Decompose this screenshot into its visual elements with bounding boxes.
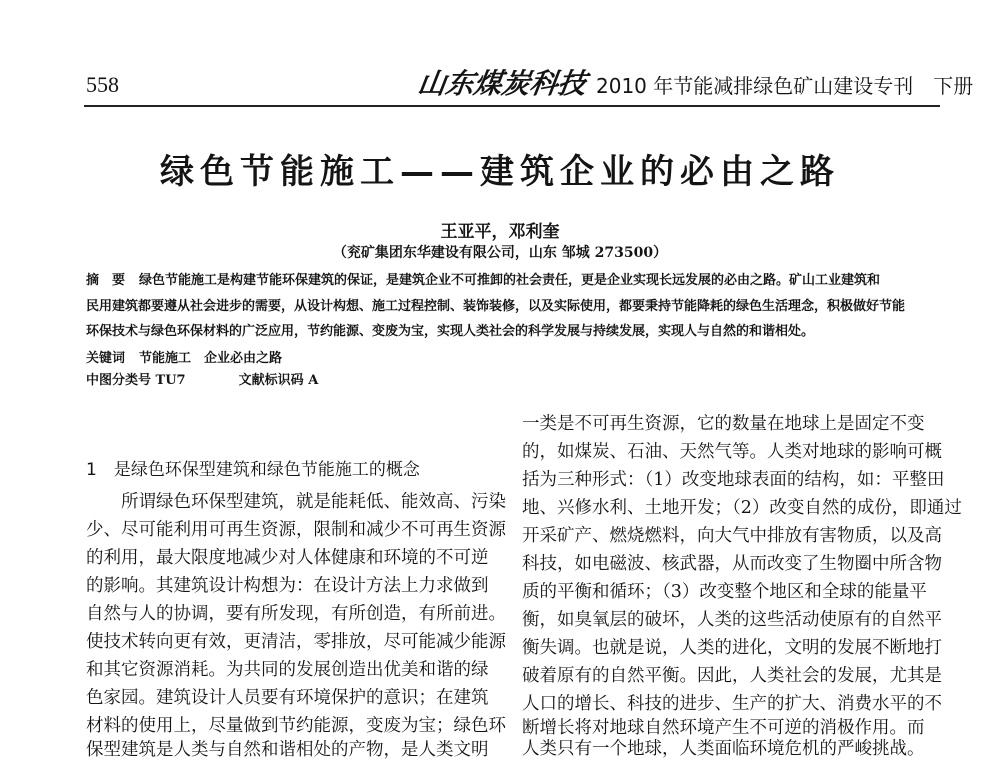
header-rule [84, 105, 940, 107]
document-code-value: A [308, 373, 319, 388]
body-line: 少、尽可能利用可再生资源，限制和减少不可再生资源 [86, 520, 506, 540]
body-line: 一类是不可再生资源，它的数量在地球上是固定不变 [522, 414, 925, 434]
body-line: 断增长将对地球自然环境产生不可逆的消极作用。而 [522, 718, 925, 738]
classification-label: 中图分类号 [86, 373, 152, 388]
abstract-text: 绿色节能施工是构建节能环保建筑的保证，是建筑企业不可推卸的社会责任，更是企业实现长远发展的必由之路。矿山工业建筑和 [139, 273, 881, 288]
body-line: 的，如煤炭、石油、天然气等。人类对地球的影响可概 [522, 442, 942, 462]
abstract-line [86, 271, 880, 291]
body-line: 破着原有的自然平衡。因此，人类社会的发展，尤其是 [522, 666, 942, 686]
body-line: 质的平衡和循环；（3）改变整个地区和全球的能量平 [522, 582, 927, 602]
body-line: 色家园。建筑设计人员要有环境保护的意识；在建筑 [86, 688, 489, 708]
body-line: 使技术转向更有效，更清洁，零排放，尽可能减少能源 [86, 632, 506, 652]
body-line: 人口的增长、科技的进步、生产的扩大、消费水平的不 [522, 694, 942, 714]
authors: 王亚平，邓利奎 [440, 222, 560, 242]
journal-name-logo: 山东煤炭科技 [415, 67, 589, 100]
body-line: 科技，如电磁波、核武器，从而改变了生物圈中所含物 [522, 554, 942, 574]
body-line: 衡，如臭氧层的破坏，人类的这些活动使原有的自然平 [522, 610, 942, 630]
body-line: 人类只有一个地球，人类面临环境危机的严峻挑战。 [522, 739, 925, 759]
abstract-line: 环保技术与绿色环保材料的广泛应用，节约能源、变废为宝，实现人类社会的科学发展与持续发展，实现人与自然的和谐相处。 [86, 324, 815, 339]
body-line: 和其它资源消耗。为共同的发展创造出优美和谐的绿 [86, 660, 489, 680]
classification [86, 371, 318, 391]
body-line: 所谓绿色环保型建筑，就是能耗低、能效高、污染 [86, 492, 506, 512]
body-line: 保型建筑是人类与自然和谐相处的产物，是人类文明 [86, 740, 489, 760]
issue-title: 2010 年节能减排绿色矿山建设专刊 下册 [596, 74, 974, 98]
keywords-value: 节能施工 企业必由之路 [139, 351, 283, 366]
page-number: 558 [86, 72, 119, 97]
keywords-label: 关键词 [86, 351, 126, 366]
classification-value: TU7 [155, 373, 186, 388]
affiliation: （兖矿集团东华建设有限公司，山东 邹城 273500） [332, 245, 668, 261]
body-line: 自然与人的协调，要有所发现，有所创造，有所前进。 [86, 604, 506, 624]
body-line: 地、兴修水利、土地开发；（2）改变自然的成份，即通过 [522, 498, 962, 518]
article-title: 绿色节能施工——建筑企业的必由之路 [160, 152, 840, 192]
body-line: 衡失调。也就是说，人类的进化，文明的发展不断地打 [522, 638, 942, 658]
body-line: 材料的使用上，尽量做到节约能源，变废为宝；绿色环 [86, 716, 506, 736]
keywords [86, 349, 282, 369]
body-line: 括为三种形式：（1）改变地球表面的结构，如：平整田 [522, 470, 945, 490]
document-code-label: 文献标识码 [238, 373, 304, 388]
body-line: 的利用，最大限度地减少对人体健康和环境的不可逆 [86, 548, 489, 568]
body-line: 开采矿产、燃烧燃料，向大气中排放有害物质，以及高 [522, 526, 942, 546]
abstract-label: 摘 要 [86, 273, 126, 288]
section-heading: 1 是绿色环保型建筑和绿色节能施工的概念 [86, 460, 420, 480]
body-line: 的影响。其建筑设计构想为：在设计方法上力求做到 [86, 576, 489, 596]
abstract-line: 民用建筑都要遵从社会进步的需要，从设计构想、施工过程控制、装饰装修，以及实际使用，都要秉持节能降耗的绿色生活理念，积极做好节能 [86, 299, 906, 314]
